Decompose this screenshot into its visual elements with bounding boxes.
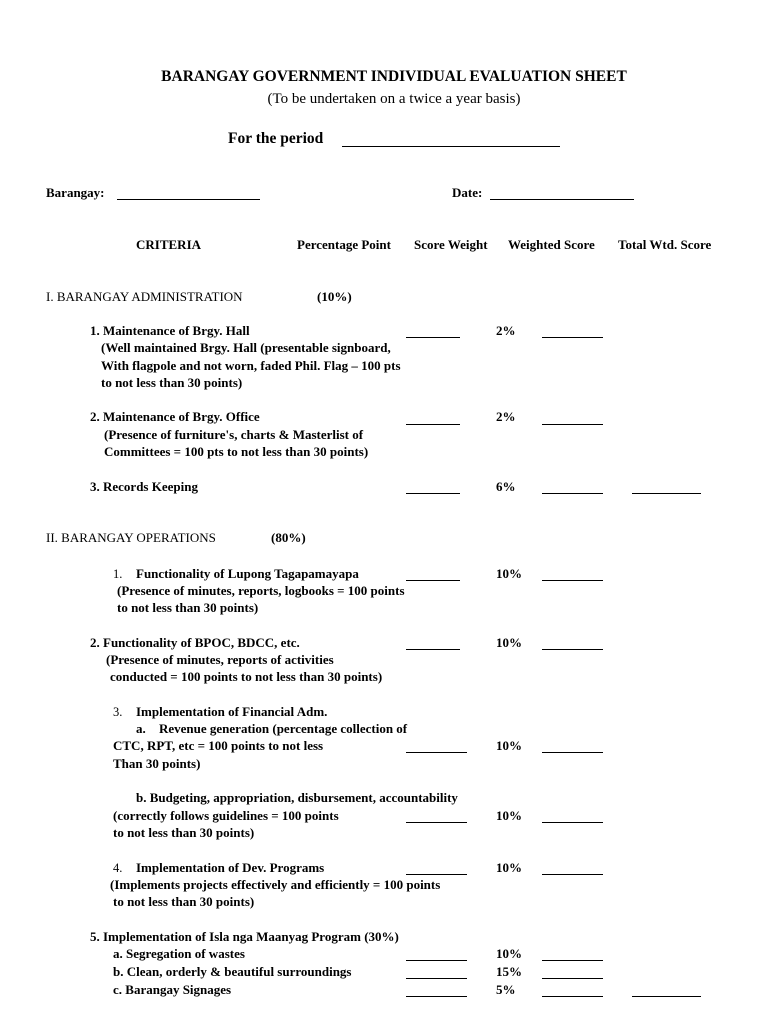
s2-item4-line2: (Implements projects effectively and efficiently = 100 points xyxy=(110,877,441,892)
s2-item4-line3: to not less than 30 points) xyxy=(113,894,255,909)
s2-item5-line1: 5. Implementation of Isla nga Maanyag Program (30%) xyxy=(90,929,399,944)
s2-item3-b-line2: (correctly follows guidelines = 100 points xyxy=(113,808,339,823)
barangay-label: Barangay: xyxy=(46,185,105,200)
s1-item3-line1: 3. Records Keeping xyxy=(90,479,198,494)
s2-item3-a-num: a. xyxy=(136,721,146,736)
s2-item5c-weight: 5% xyxy=(496,982,516,997)
section2-percent: (80%) xyxy=(271,530,306,545)
s2-item5a-point-field[interactable] xyxy=(406,960,467,961)
s2-total-field[interactable] xyxy=(632,996,701,997)
s2-item2-line1: 2. Functionality of BPOC, BDCC, etc. xyxy=(90,635,300,650)
s1-item2-weight: 2% xyxy=(496,409,516,424)
col-weighted-score: Weighted Score xyxy=(508,237,595,252)
s2-item3-a-line3: Than 30 points) xyxy=(113,756,201,771)
s1-item3-weight: 6% xyxy=(496,479,516,494)
page-subtitle: (To be undertaken on a twice a year basis) xyxy=(267,91,521,107)
s2-item2-line2: (Presence of minutes, reports of activities xyxy=(106,652,334,667)
s2-item1-point-field[interactable] xyxy=(406,580,460,581)
s2-item4-score-field[interactable] xyxy=(542,874,603,875)
s1-item3-score-field[interactable] xyxy=(542,493,603,494)
s2-item1-line1: Functionality of Lupong Tagapamayapa xyxy=(136,566,359,581)
s2-item3-a-line1: Revenue generation (percentage collection of xyxy=(159,721,408,736)
s2-item5-a: a. Segregation of wastes xyxy=(113,946,245,961)
s2-item5-c: c. Barangay Signages xyxy=(113,982,232,997)
s1-total-field[interactable] xyxy=(632,493,701,494)
s2-item3-b-line1: b. Budgeting, appropriation, disbursement, accountability xyxy=(136,790,458,805)
s1-item1-line4: to not less than 30 points) xyxy=(101,375,243,390)
s1-item1-line1: 1. Maintenance of Brgy. Hall xyxy=(90,323,250,338)
col-percentage-point: Percentage Point xyxy=(297,237,391,252)
s2-item3-num: 3. xyxy=(113,705,123,719)
s2-item1-line3: to not less than 30 points) xyxy=(117,600,259,615)
s2-item3-line1: Implementation of Financial Adm. xyxy=(136,704,328,719)
s2-item3b-point-field[interactable] xyxy=(406,822,467,823)
s2-item3-b-line3: to not less than 30 points) xyxy=(113,825,255,840)
s2-item1-weight: 10% xyxy=(496,566,522,581)
s2-item2-line3: conducted = 100 points to not less than 30 points) xyxy=(110,669,383,684)
s2-item3b-weight: 10% xyxy=(496,808,522,823)
s2-item2-score-field[interactable] xyxy=(542,649,603,650)
col-criteria: CRITERIA xyxy=(136,237,202,252)
s2-item5c-point-field[interactable] xyxy=(406,996,467,997)
s2-item5a-score-field[interactable] xyxy=(542,960,603,961)
s2-item5b-score-field[interactable] xyxy=(542,978,603,979)
col-score-weight: Score Weight xyxy=(414,237,488,252)
s2-item3b-score-field[interactable] xyxy=(542,822,603,823)
s1-item1-point-field[interactable] xyxy=(406,337,460,338)
s1-item1-score-field[interactable] xyxy=(542,337,603,338)
s1-item1-weight: 2% xyxy=(496,323,516,338)
s2-item5c-score-field[interactable] xyxy=(542,996,603,997)
col-total-wtd-score: Total Wtd. Score xyxy=(618,237,712,252)
s2-item4-num: 4. xyxy=(113,861,123,875)
page-title: BARANGAY GOVERNMENT INDIVIDUAL EVALUATION SHEET xyxy=(161,68,627,85)
s2-item3a-weight: 10% xyxy=(496,738,522,753)
section2-heading: II. BARANGAY OPERATIONS xyxy=(46,530,216,545)
s1-item2-line3: Committees = 100 pts to not less than 30 points) xyxy=(104,444,369,459)
s1-item3-point-field[interactable] xyxy=(406,493,460,494)
s2-item4-point-field[interactable] xyxy=(406,874,467,875)
s2-item5-b: b. Clean, orderly & beautiful surroundings xyxy=(113,964,352,979)
section1-heading: I. BARANGAY ADMINISTRATION xyxy=(46,289,243,304)
s2-item1-line2: (Presence of minutes, reports, logbooks = 100 points xyxy=(117,583,405,598)
s2-item5b-weight: 15% xyxy=(496,964,522,979)
s2-item3a-score-field[interactable] xyxy=(542,752,603,753)
s2-item3a-point-field[interactable] xyxy=(406,752,467,753)
s2-item3-a-line2: CTC, RPT, etc = 100 points to not less xyxy=(113,738,324,753)
period-field[interactable] xyxy=(342,146,560,147)
s2-item4-line1: Implementation of Dev. Programs xyxy=(136,860,325,875)
period-label: For the period xyxy=(228,130,324,147)
barangay-field[interactable] xyxy=(117,199,260,200)
section1-percent: (10%) xyxy=(317,289,352,304)
s2-item2-point-field[interactable] xyxy=(406,649,460,650)
s2-item1-num: 1. xyxy=(113,567,123,581)
s1-item1-line3: With flagpole and not worn, faded Phil. Flag – 100 pts xyxy=(101,358,401,373)
s1-item2-point-field[interactable] xyxy=(406,424,460,425)
s2-item1-score-field[interactable] xyxy=(542,580,603,581)
s2-item2-weight: 10% xyxy=(496,635,522,650)
s2-item4-weight: 10% xyxy=(496,860,522,875)
date-field[interactable] xyxy=(490,199,634,200)
s1-item1-line2: (Well maintained Brgy. Hall (presentable signboard, xyxy=(101,340,391,355)
s1-item2-score-field[interactable] xyxy=(542,424,603,425)
s2-item5a-weight: 10% xyxy=(496,946,522,961)
s1-item2-line1: 2. Maintenance of Brgy. Office xyxy=(90,409,260,424)
date-label: Date: xyxy=(452,185,483,200)
s2-item5b-point-field[interactable] xyxy=(406,978,467,979)
s1-item2-line2: (Presence of furniture's, charts & Masterlist of xyxy=(104,427,364,442)
